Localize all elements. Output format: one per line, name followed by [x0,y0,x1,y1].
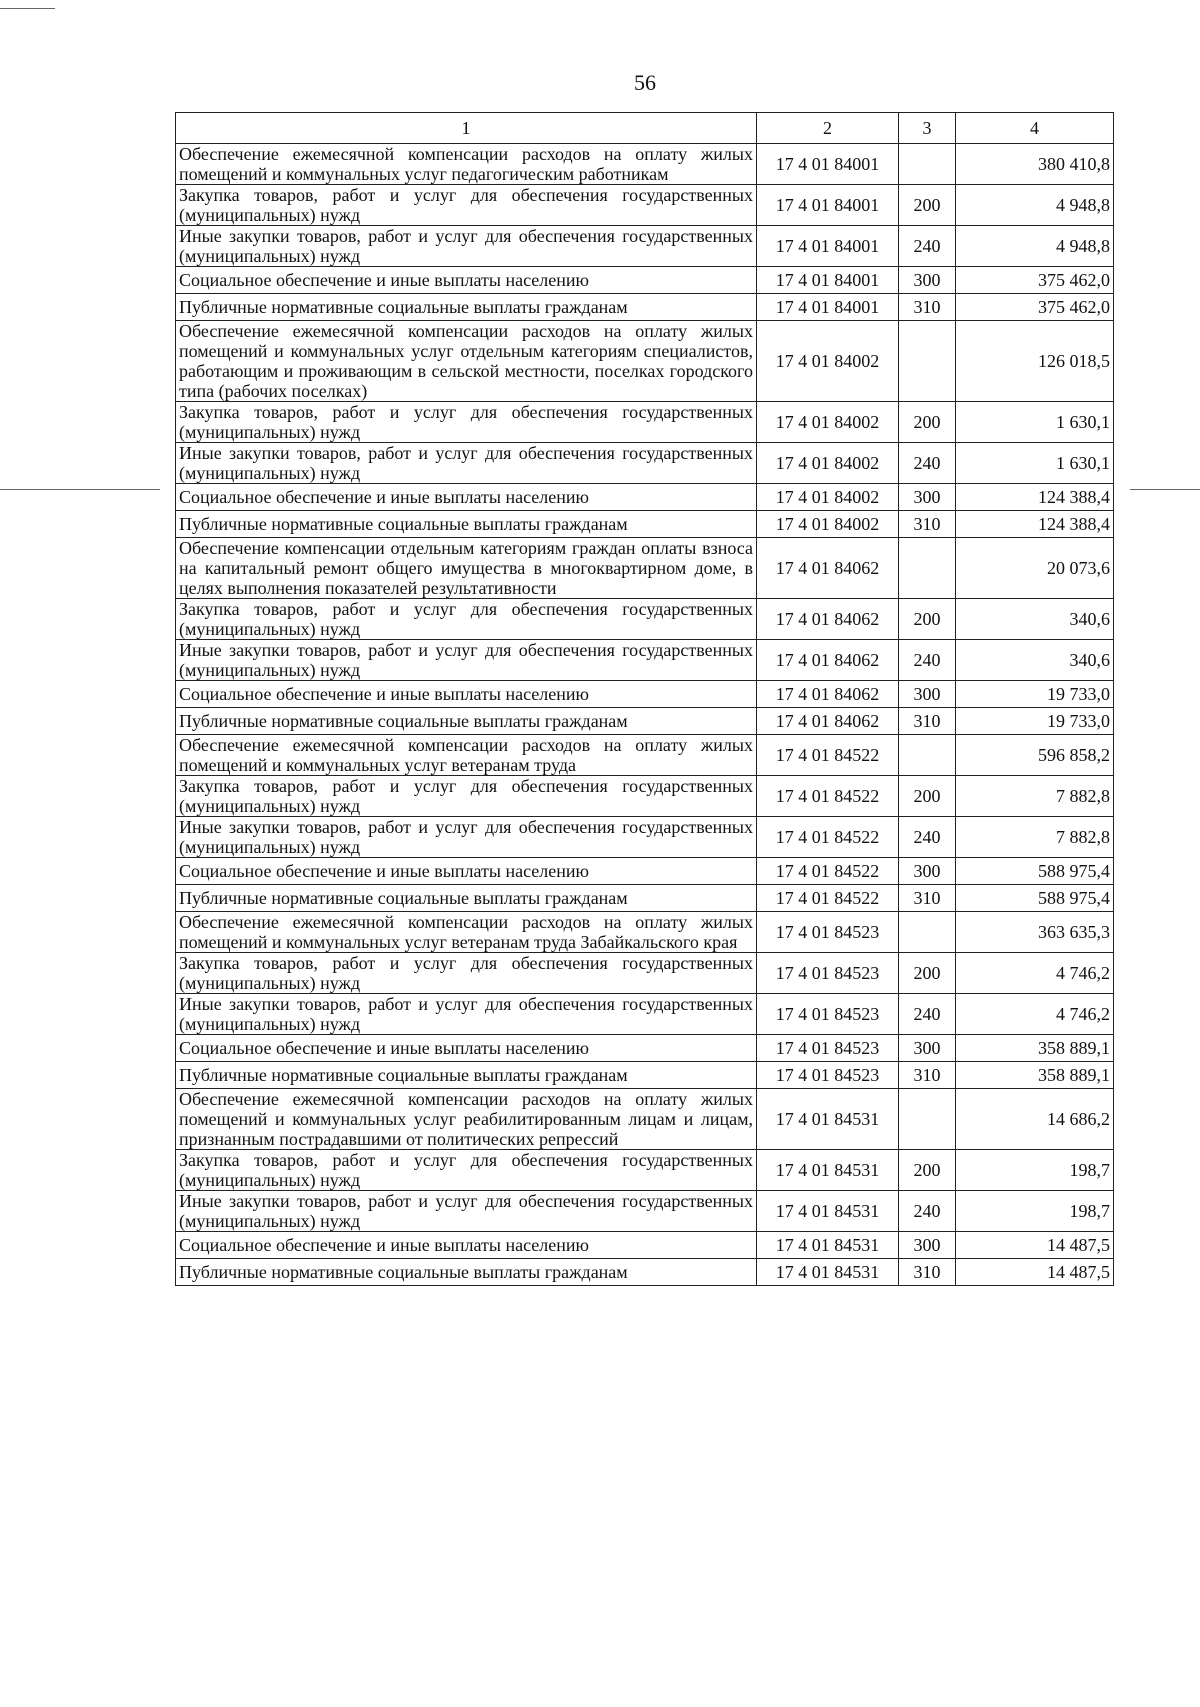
column-header: 3 [899,113,956,144]
row-amount: 340,6 [956,599,1114,640]
row-name: Обеспечение ежемесячной компенсации расходов на оплату жилых помещений и коммунальных услуг ветеранам труда Забайкальского края [176,912,757,953]
row-name: Социальное обеспечение и иные выплаты населению [176,484,757,511]
row-expense-type: 300 [899,267,956,294]
row-name: Закупка товаров, работ и услуг для обеспечения государственных (муниципальных) нужд [176,1150,757,1191]
row-name: Социальное обеспечение и иные выплаты населению [176,858,757,885]
row-name: Закупка товаров, работ и услуг для обеспечения государственных (муниципальных) нужд [176,776,757,817]
table-row [176,511,1114,538]
row-amount: 588 975,4 [956,858,1114,885]
row-code: 17 4 01 84523 [757,994,899,1035]
row-code: 17 4 01 84531 [757,1232,899,1259]
table-row [176,267,1114,294]
row-amount: 19 733,0 [956,708,1114,735]
row-code: 17 4 01 84531 [757,1191,899,1232]
table-row [176,1150,1114,1191]
row-code: 17 4 01 84001 [757,185,899,226]
row-name: Обеспечение компенсации отдельным категориям граждан оплаты взноса на капитальный ремонт общего имущества в многоквартирном доме, в целях выполнения показателей результативности [176,538,757,599]
row-amount: 198,7 [956,1191,1114,1232]
row-name: Публичные нормативные социальные выплаты гражданам [176,294,757,321]
row-code: 17 4 01 84522 [757,858,899,885]
row-expense-type: 200 [899,599,956,640]
table-row [176,1259,1114,1286]
row-amount: 358 889,1 [956,1035,1114,1062]
row-expense-type: 240 [899,994,956,1035]
row-code: 17 4 01 84062 [757,538,899,599]
row-name: Социальное обеспечение и иные выплаты населению [176,1232,757,1259]
row-code: 17 4 01 84001 [757,144,899,185]
table-row [176,443,1114,484]
row-code: 17 4 01 84001 [757,267,899,294]
row-code: 17 4 01 84062 [757,599,899,640]
row-expense-type: 310 [899,1062,956,1089]
row-expense-type [899,1089,956,1150]
row-code: 17 4 01 84002 [757,511,899,538]
row-expense-type [899,321,956,402]
table-row [176,321,1114,402]
row-code: 17 4 01 84001 [757,226,899,267]
table-row [176,640,1114,681]
row-expense-type: 240 [899,640,956,681]
row-expense-type: 300 [899,681,956,708]
row-amount: 4 948,8 [956,226,1114,267]
row-name: Иные закупки товаров, работ и услуг для обеспечения государственных (муниципальных) нужд [176,640,757,681]
row-code: 17 4 01 84002 [757,321,899,402]
row-expense-type: 240 [899,817,956,858]
row-expense-type: 240 [899,1191,956,1232]
row-code: 17 4 01 84002 [757,484,899,511]
row-name: Закупка товаров, работ и услуг для обеспечения государственных (муниципальных) нужд [176,185,757,226]
row-name: Социальное обеспечение и иные выплаты населению [176,267,757,294]
row-code: 17 4 01 84531 [757,1259,899,1286]
table-row [176,885,1114,912]
row-code: 17 4 01 84522 [757,885,899,912]
scan-mark [0,8,55,9]
row-expense-type: 300 [899,1232,956,1259]
row-code: 17 4 01 84523 [757,953,899,994]
row-expense-type [899,538,956,599]
table-row [176,776,1114,817]
row-expense-type: 200 [899,953,956,994]
row-code: 17 4 01 84062 [757,708,899,735]
row-amount: 20 073,6 [956,538,1114,599]
row-amount: 588 975,4 [956,885,1114,912]
row-name: Обеспечение ежемесячной компенсации расходов на оплату жилых помещений и коммунальных услуг отдельным категориям специалистов, работающим и проживающим в сельской местности, поселках городского типа (рабочих поселках) [176,321,757,402]
row-name: Закупка товаров, работ и услуг для обеспечения государственных (муниципальных) нужд [176,402,757,443]
row-expense-type: 310 [899,885,956,912]
row-name: Обеспечение ежемесячной компенсации расходов на оплату жилых помещений и коммунальных услуг педагогическим работникам [176,144,757,185]
row-expense-type: 310 [899,708,956,735]
row-expense-type: 310 [899,294,956,321]
row-amount: 14 487,5 [956,1259,1114,1286]
table-row [176,484,1114,511]
row-expense-type: 300 [899,858,956,885]
table-row [176,708,1114,735]
table-row [176,1232,1114,1259]
row-expense-type [899,735,956,776]
table-row [176,994,1114,1035]
row-code: 17 4 01 84523 [757,912,899,953]
row-name: Публичные нормативные социальные выплаты гражданам [176,1062,757,1089]
row-name: Социальное обеспечение и иные выплаты населению [176,1035,757,1062]
row-code: 17 4 01 84062 [757,681,899,708]
row-code: 17 4 01 84522 [757,776,899,817]
row-amount: 124 388,4 [956,511,1114,538]
table-row [176,294,1114,321]
row-amount: 4 746,2 [956,994,1114,1035]
row-code: 17 4 01 84002 [757,443,899,484]
table-row [176,538,1114,599]
table-row [176,1089,1114,1150]
table-row [176,402,1114,443]
column-header: 1 [176,113,757,144]
table-body [176,144,1114,1286]
table-row [176,1191,1114,1232]
table-row [176,858,1114,885]
budget-table [175,112,1114,1286]
row-code: 17 4 01 84523 [757,1035,899,1062]
table-row [176,735,1114,776]
row-name: Публичные нормативные социальные выплаты гражданам [176,708,757,735]
row-amount: 358 889,1 [956,1062,1114,1089]
row-name: Обеспечение ежемесячной компенсации расходов на оплату жилых помещений и коммунальных услуг реабилитированным лицам и лицам, признанным пострадавшими от политических репрессий [176,1089,757,1150]
column-header: 2 [757,113,899,144]
row-amount: 375 462,0 [956,294,1114,321]
row-amount: 4 746,2 [956,953,1114,994]
scan-mark [0,489,160,490]
scan-mark [1130,489,1200,490]
row-name: Иные закупки товаров, работ и услуг для обеспечения государственных (муниципальных) нужд [176,994,757,1035]
row-name: Социальное обеспечение и иные выплаты населению [176,681,757,708]
row-amount: 19 733,0 [956,681,1114,708]
table-row [176,912,1114,953]
row-amount: 363 635,3 [956,912,1114,953]
table-row [176,1062,1114,1089]
table-row [176,1035,1114,1062]
row-code: 17 4 01 84531 [757,1150,899,1191]
row-amount: 340,6 [956,640,1114,681]
row-amount: 1 630,1 [956,443,1114,484]
row-name: Закупка товаров, работ и услуг для обеспечения государственных (муниципальных) нужд [176,953,757,994]
row-amount: 1 630,1 [956,402,1114,443]
row-expense-type: 310 [899,511,956,538]
row-code: 17 4 01 84001 [757,294,899,321]
row-expense-type: 300 [899,484,956,511]
row-name: Публичные нормативные социальные выплаты гражданам [176,1259,757,1286]
row-name: Иные закупки товаров, работ и услуг для обеспечения государственных (муниципальных) нужд [176,443,757,484]
table-row [176,185,1114,226]
row-amount: 7 882,8 [956,817,1114,858]
row-amount: 596 858,2 [956,735,1114,776]
row-name: Публичные нормативные социальные выплаты гражданам [176,885,757,912]
row-expense-type: 310 [899,1259,956,1286]
row-amount: 14 686,2 [956,1089,1114,1150]
table-header-row [176,113,1114,144]
row-code: 17 4 01 84531 [757,1089,899,1150]
table-row [176,681,1114,708]
row-code: 17 4 01 84523 [757,1062,899,1089]
row-name: Обеспечение ежемесячной компенсации расходов на оплату жилых помещений и коммунальных услуг ветеранам труда [176,735,757,776]
row-expense-type: 200 [899,402,956,443]
row-amount: 4 948,8 [956,185,1114,226]
row-name: Публичные нормативные социальные выплаты гражданам [176,511,757,538]
row-amount: 124 388,4 [956,484,1114,511]
row-expense-type: 200 [899,1150,956,1191]
table-row [176,953,1114,994]
row-name: Закупка товаров, работ и услуг для обеспечения государственных (муниципальных) нужд [176,599,757,640]
row-expense-type: 200 [899,185,956,226]
column-header: 4 [956,113,1114,144]
table-row [176,599,1114,640]
row-expense-type: 300 [899,1035,956,1062]
row-amount: 375 462,0 [956,267,1114,294]
row-expense-type: 240 [899,226,956,267]
row-code: 17 4 01 84522 [757,735,899,776]
row-expense-type: 240 [899,443,956,484]
row-amount: 126 018,5 [956,321,1114,402]
row-name: Иные закупки товаров, работ и услуг для обеспечения государственных (муниципальных) нужд [176,226,757,267]
row-amount: 14 487,5 [956,1232,1114,1259]
table-row [176,144,1114,185]
row-name: Иные закупки товаров, работ и услуг для обеспечения государственных (муниципальных) нужд [176,1191,757,1232]
row-code: 17 4 01 84002 [757,402,899,443]
row-amount: 7 882,8 [956,776,1114,817]
page-number: 56 [634,70,656,95]
row-code: 17 4 01 84522 [757,817,899,858]
row-code: 17 4 01 84062 [757,640,899,681]
table-row [176,226,1114,267]
row-amount: 380 410,8 [956,144,1114,185]
row-expense-type: 200 [899,776,956,817]
row-expense-type [899,144,956,185]
table-row [176,817,1114,858]
row-expense-type [899,912,956,953]
row-amount: 198,7 [956,1150,1114,1191]
row-name: Иные закупки товаров, работ и услуг для обеспечения государственных (муниципальных) нужд [176,817,757,858]
